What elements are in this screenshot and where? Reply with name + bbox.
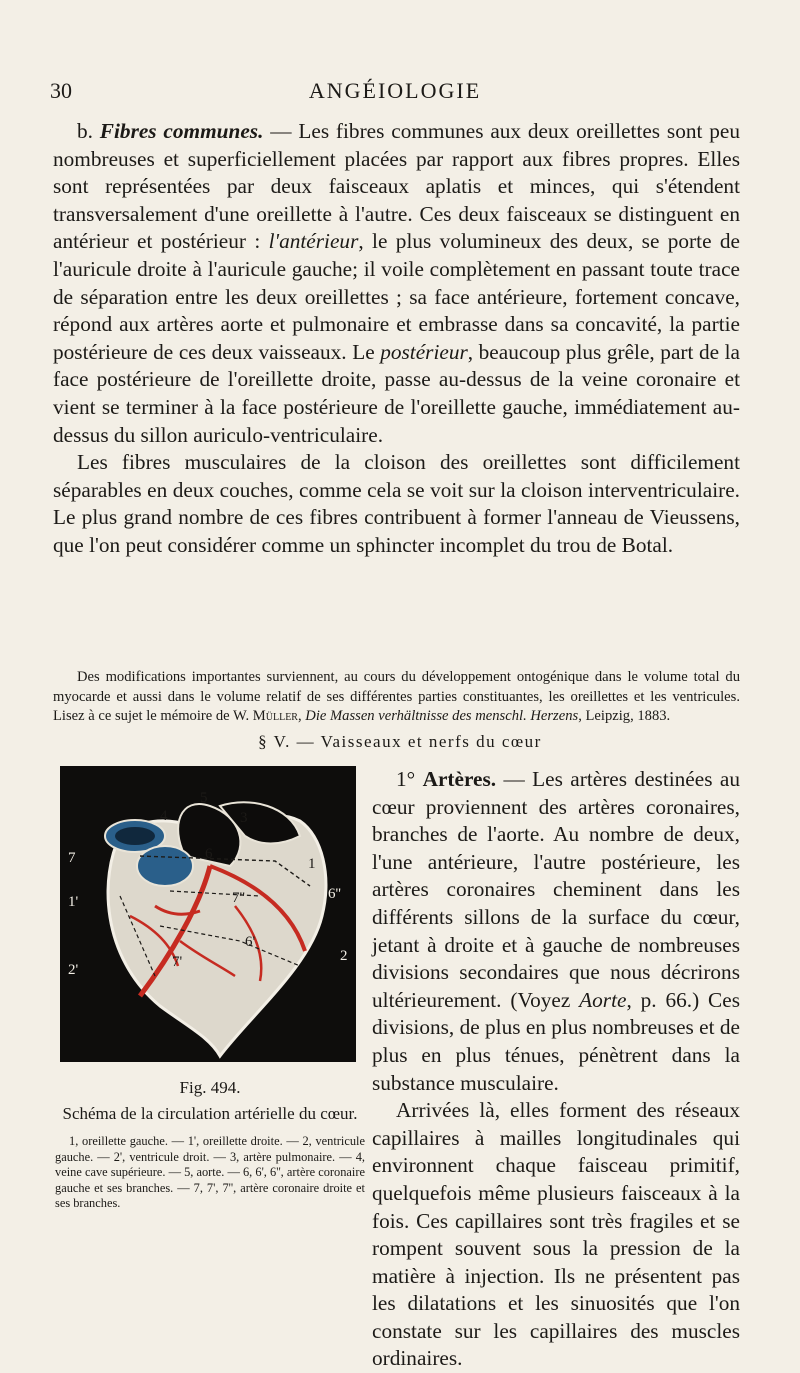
figure-legend: 1, oreillette gauche. — 1', oreillette droite. — 2, ventricule gauche. — 2', ventricule droit. — 3, artère pulmonaire. — 4, veine cave supérieure. — 5, aorte. — 6, 6', 6'', artère coronaire gauche et ses branches. — 7, 7', 7'', artère coronaire droite et ses branches. — [55, 1134, 365, 1211]
text-run: Le — [352, 339, 381, 364]
paragraph-heading: Fibres communes. — [99, 119, 264, 143]
fig-label: 7'' — [232, 890, 245, 906]
author-name: Müller — [252, 708, 298, 725]
fig-label: 2 — [340, 948, 348, 964]
text-run: , beaucoup plus grêle, part de la face postérieure de l'oreillette droite, passe au-dessus de la veine coronaire et vient se terminer à la face postérieure de l'oreillette gauche, immédiatement au-dessus du sillon auriculo-ventriculaire. — [53, 339, 740, 447]
cited-title: Die Massen verhältnisse des menschl. Herzens — [305, 708, 579, 725]
fig-label: 1 — [308, 856, 316, 872]
paragraph-capillaires: Arrivées là, elles forment des réseaux capillaires à mailles longitudinales qui environnent chaque faisceau primitif, quelquefois même plusieurs faisceaux à la fois. Ces capillaires sont très fragiles et se rompent souvent sous la pression de la matière à injection. Ils ne présentent pas les dilatations et les sinuosités que l'on constate sur les capillaires des muscles ordinaires. — [372, 1098, 740, 1371]
text-run: , le plus volumineux des deux, se porte de l'auricule droite à l'auricule gauche; il voile complètement en passant toute trace de séparation entre les deux oreillettes ; sa face antérieure, fortement concave, répond aux artères aorte et pulmonaire et embrasse dans sa concavité, la partie postérieure de ces deux vaisseaux. — [53, 229, 740, 364]
text-run: — Les artères destinées au cœur proviennent des artères coronaires, branches de l'aorte. Au nombre de deux, l'une antérieure, l'autre postérieure, les artères coronaires cheminent dans les différents sillons de la surface du cœur, jetant à droite et à gauche de nombreuses divisions secondaires que nous décrirons ultérieurement. (Voyez — [372, 767, 740, 1012]
fig-label: 7 — [68, 850, 76, 866]
paragraph-arteres — [372, 766, 740, 1097]
heart-figure — [60, 766, 356, 1062]
running-head: ANGÉIOLOGIE — [308, 78, 482, 103]
fig-label: 1' — [68, 894, 79, 910]
fig-label: 5 — [200, 790, 208, 806]
fig-label: 6'' — [328, 886, 341, 902]
text-run: — Les fibres communes aux deux oreillettes sont peu nombreuses et superficiellement placées par rapport aux fibres propres. Elles sont représentées par deux faisceaux aplatis et minces, qui s'étendent transversalement d'une oreillette à l'autre. Ces deux faisceaux se distinguent en antérieur et postérieur : — [53, 119, 740, 254]
paragraph-cloison: Les fibres musculaires de la cloison des oreillettes sont difficilement séparables en deux couches, comme cela se voit sur la cloison interventriculaire. Le plus grand nombre de ces fibres contribuent à former l'anneau de Vieussens, que l'on peut considérer comme un sphincter incomplet du trou de Botal. — [53, 450, 740, 557]
text-run: , — [297, 708, 306, 725]
right-column-text — [372, 766, 740, 1373]
text-run: Des modifications importantes surviennent, au cours du développement ontogénique dans le volume total du myocarde et aussi dans le volume relatif de ses différentes parties constituantes, les oreillettes et les ventricules. Lisez à ce sujet le mémoire de W. — [53, 669, 740, 725]
main-text — [53, 118, 740, 560]
italic-term: Aorte — [579, 987, 627, 1012]
italic-term: postérieur — [380, 339, 468, 364]
italic-term: l'antérieur — [268, 229, 359, 254]
text-run: , p. 66.) Ces divisions, de plus en plus nombreuses et de plus en plus ténues, pénètrent dans la substance musculaire. — [372, 987, 740, 1095]
paragraph-label: b. — [77, 119, 100, 143]
text-run: , Leipzig, 1883. — [578, 708, 671, 725]
figure-number: Fig. 494. — [179, 1078, 241, 1097]
paragraph-fibres-communes — [53, 118, 740, 449]
figure-title: Schéma de la circulation artérielle du cœur. — [62, 1104, 358, 1123]
fig-label: 7' — [172, 954, 183, 970]
heart-diagram — [60, 766, 356, 1062]
page-number: 30 — [50, 78, 72, 103]
paragraph-heading: Artères. — [422, 767, 497, 791]
fig-label: 6 — [205, 846, 213, 862]
page-header — [50, 78, 740, 108]
fig-label: 4 — [160, 808, 168, 824]
fig-label: 6' — [245, 934, 256, 950]
small-print-note — [53, 668, 740, 727]
fig-label: 3 — [240, 810, 248, 826]
section-title: § V. — Vaisseaux et nerfs du cœur — [258, 732, 542, 751]
figure-caption — [55, 1078, 365, 1212]
item-number: 1° — [396, 767, 423, 791]
fig-label: 2' — [68, 962, 79, 978]
